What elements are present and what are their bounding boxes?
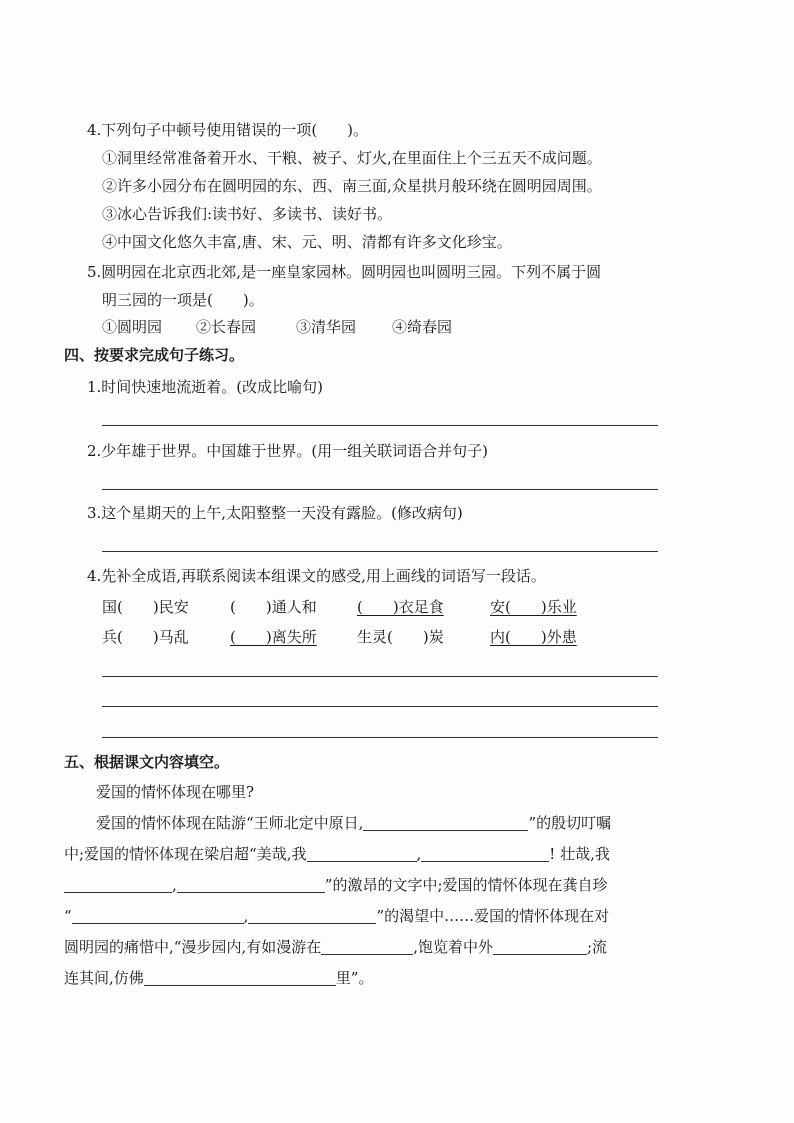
- question-5-stem-line1: 5.圆明园在北京西北郊,是一座皇家园林。圆明园也叫圆明三园。下列不属于圆: [87, 263, 602, 281]
- fill-blank[interactable]: [144, 969, 336, 986]
- section-4-heading: 四、按要求完成句子练习。: [64, 346, 245, 364]
- section-4-q4: 4.先补全成语,再联系阅读本组课文的感受,用上画线的词语写一段话。: [87, 567, 546, 585]
- fill-blank[interactable]: [421, 845, 549, 862]
- q4-option-3: ③冰心告诉我们:读书好、多读书、读好书。: [102, 205, 393, 223]
- idiom-guotaiminan: 国( )民安: [102, 598, 189, 616]
- idiom-neiyouwaihuan: 内( )外患: [490, 628, 577, 646]
- fill-blank[interactable]: [307, 845, 417, 862]
- q4-option-2: ②许多小园分布在圆明园的东、西、南三面,众星拱月般环绕在圆明园周围。: [102, 177, 602, 195]
- answer-line[interactable]: [102, 425, 658, 426]
- fill-paragraph-line-1: 爱国的情怀体现在陆游“王师北定中原日, ”的殷切叮嘱: [96, 814, 612, 832]
- fill-blank[interactable]: [363, 814, 528, 831]
- idiom-shenglingtutan: 生灵( )炭: [357, 628, 444, 646]
- idiom-anjuleye: 安( )乐业: [490, 598, 577, 616]
- section-5-heading: 五、根据课文内容填空。: [64, 753, 230, 771]
- q4-option-4: ④中国文化悠久丰富,唐、宋、元、明、清都有许多文化珍宝。: [102, 233, 512, 251]
- answer-line[interactable]: [102, 737, 658, 738]
- section-4-q2: 2.少年雄于世界。中国雄于世界。(用一组关联词语合并句子): [87, 442, 489, 460]
- idiom-fengtiaoyushun: ( )通人和: [230, 598, 317, 616]
- idiom-binghuangmaluan: 兵( )马乱: [102, 628, 189, 646]
- answer-line[interactable]: [102, 489, 658, 490]
- q5-option-1: ①圆明园: [102, 318, 163, 336]
- idiom-fengyizushi: ( )衣足食: [357, 598, 444, 616]
- q5-option-2: ②长春园: [196, 318, 257, 336]
- answer-line[interactable]: [102, 551, 658, 552]
- fill-blank[interactable]: [493, 938, 587, 955]
- fill-blank[interactable]: [248, 907, 376, 924]
- section-4-q3: 3.这个星期天的上午,太阳整整一天没有露脸。(修改病句): [87, 504, 463, 522]
- fill-blank[interactable]: [321, 938, 413, 955]
- section-5-question: 爱国的情怀体现在哪里?: [96, 783, 255, 801]
- question-5-stem-line2: 明三园的一项是( )。: [102, 291, 264, 309]
- section-4-q1: 1.时间快速地流逝着。(改成比喻句): [87, 378, 324, 396]
- fill-paragraph-line-2: 中;爱国的情怀体现在梁启超“美哉,我 , ! 壮哉,我: [64, 845, 610, 863]
- q4-option-1: ①洞里经常准备着开水、干粮、被子、灯火,在里面住上个三五天不成问题。: [102, 149, 602, 167]
- fill-paragraph-line-5: 圆明园的痛惜中,“漫步园内,有如漫游在 ,饱览着中外 ;流: [64, 938, 608, 956]
- fill-blank[interactable]: [64, 876, 172, 893]
- question-4-stem: 4.下列句子中顿号使用错误的一项( )。: [87, 121, 369, 139]
- q5-option-3: ③清华园: [296, 318, 357, 336]
- answer-line[interactable]: [102, 706, 658, 707]
- fill-blank[interactable]: [72, 907, 244, 924]
- fill-paragraph-line-3: , ”的激昂的文字中;爱国的情怀体现在龚自珍: [64, 875, 608, 895]
- answer-line[interactable]: [102, 676, 658, 677]
- idiom-liulishisuo: ( )离失所: [230, 628, 317, 646]
- fill-paragraph-line-6: 连其间,仿佛 里”。: [64, 969, 374, 987]
- fill-paragraph-line-4: “ , ”的渴望中……爱国的情怀体现在对: [64, 907, 610, 925]
- q5-option-4: ④绮春园: [392, 318, 453, 336]
- fill-blank[interactable]: [177, 876, 325, 893]
